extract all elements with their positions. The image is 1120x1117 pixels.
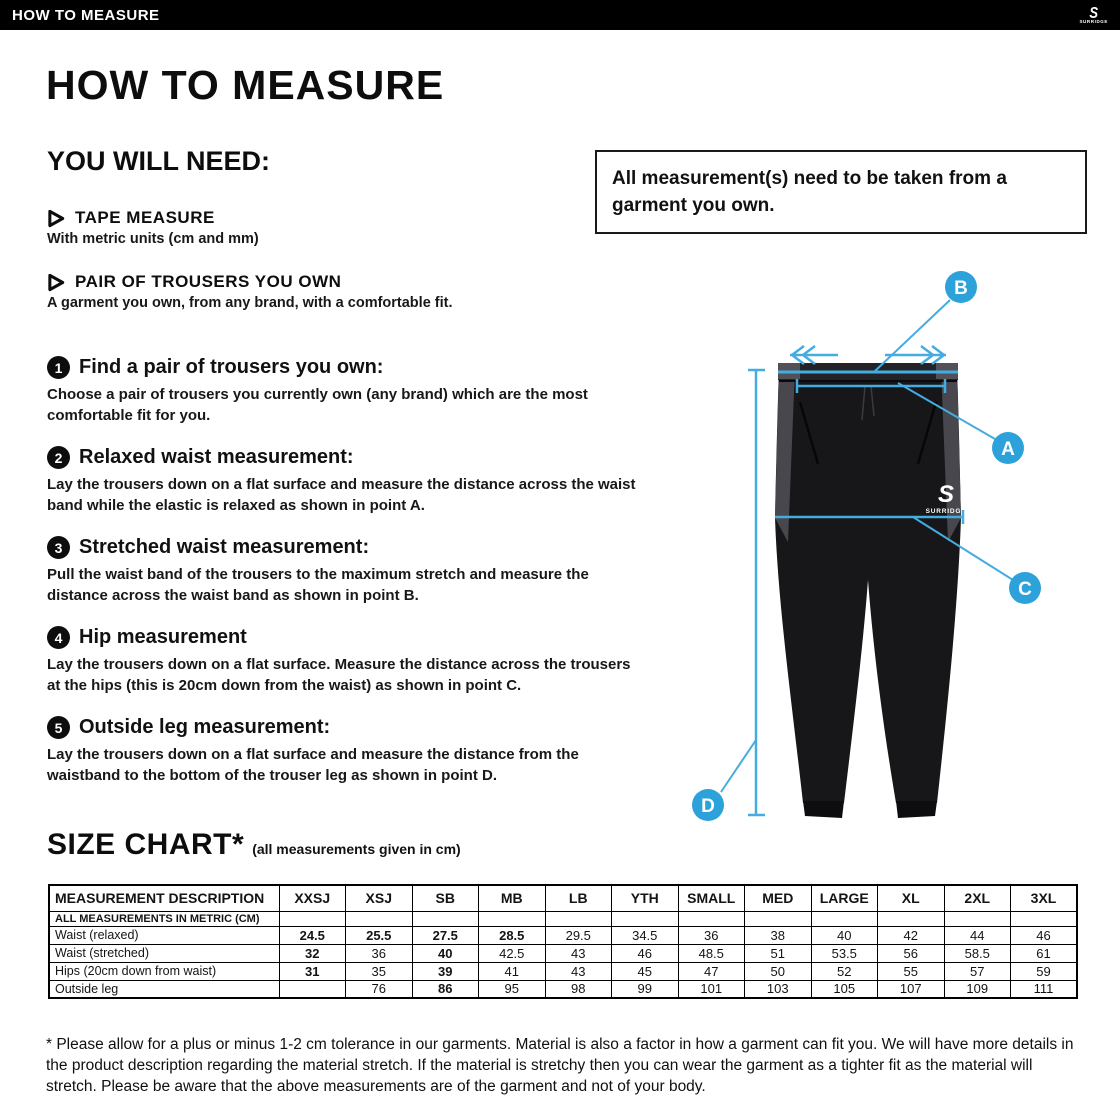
col-header-size: XL — [878, 885, 945, 911]
need-item — [47, 208, 667, 247]
size-value-cell: 43 — [545, 944, 612, 962]
size-value-cell: 103 — [745, 980, 812, 998]
footnote: * Please allow for a plus or minus 1-2 cm tolerance in our garments. Material is also a factor in how a garment can fit you. We will have more details in the product description regarding the material stretch. If the material is stretchy then you can wear the garment as a tighter fit as the material will stretch. Please be aware that the above measurements are of the garment and not of your body. — [46, 1035, 1074, 1095]
size-chart-title: SIZE CHART* — [47, 828, 245, 861]
size-value-cell: 58.5 — [944, 944, 1011, 962]
col-header-size: 3XL — [1011, 885, 1078, 911]
badge-d-label: D — [701, 796, 715, 817]
size-value-cell: 61 — [1011, 944, 1078, 962]
arrow-right-icon — [885, 346, 946, 364]
size-value-cell: 38 — [745, 926, 812, 944]
col-header-size: YTH — [612, 885, 679, 911]
empty-cell — [346, 911, 413, 926]
step-item — [47, 536, 659, 606]
need-item-description: A garment you own, from any brand, with a comfortable fit. — [47, 295, 453, 311]
arrow-left-icon — [790, 346, 838, 364]
col-header-size: 2XL — [944, 885, 1011, 911]
col-header-size: SB — [412, 885, 479, 911]
table-row — [49, 944, 1077, 962]
badge-b-label: B — [954, 278, 968, 299]
step-number-badge: 1 — [47, 356, 70, 379]
size-value-cell — [279, 980, 346, 998]
step-head — [47, 716, 659, 739]
empty-cell — [878, 911, 945, 926]
size-value-cell: 36 — [346, 944, 413, 962]
step-item — [47, 446, 659, 516]
row-label: Waist (relaxed) — [49, 926, 279, 944]
need-item — [47, 272, 667, 311]
note-text: All measurement(s) need to be taken from a garment you own. — [612, 168, 1007, 216]
you-will-need-heading: YOU WILL NEED: — [47, 146, 271, 176]
svg-text:S: S — [937, 481, 955, 508]
left-cuff — [803, 801, 844, 818]
size-value-cell: 32 — [279, 944, 346, 962]
step-title: Hip measurement — [79, 626, 247, 648]
size-value-cell: 36 — [678, 926, 745, 944]
row-label: Waist (stretched) — [49, 944, 279, 962]
col-header-size: LB — [545, 885, 612, 911]
size-value-cell: 50 — [745, 962, 812, 980]
play-arrow-icon — [47, 209, 66, 228]
need-item-name: PAIR OF TROUSERS YOU OWN — [75, 272, 342, 291]
size-value-cell: 55 — [878, 962, 945, 980]
row-label: Hips (20cm down from waist) — [49, 962, 279, 980]
col-header-description: MEASUREMENT DESCRIPTION — [49, 885, 279, 911]
size-chart-subtitle: (all measurements given in cm) — [252, 841, 461, 857]
step-number-badge: 2 — [47, 446, 70, 469]
size-value-cell: 41 — [479, 962, 546, 980]
step-description: Choose a pair of trousers you currently own (any brand) which are the most comfortable fit for you. — [47, 386, 588, 424]
empty-cell — [279, 911, 346, 926]
col-header-size: XSJ — [346, 885, 413, 911]
page-title: HOW TO MEASURE — [46, 62, 445, 108]
empty-cell — [811, 911, 878, 926]
size-value-cell: 27.5 — [412, 926, 479, 944]
empty-cell — [612, 911, 679, 926]
metric-note-row — [49, 911, 1077, 926]
size-value-cell: 76 — [346, 980, 413, 998]
size-value-cell: 28.5 — [479, 926, 546, 944]
table-header-row — [49, 885, 1077, 911]
right-cuff — [896, 801, 937, 818]
size-value-cell: 46 — [1011, 926, 1078, 944]
step-title: Relaxed waist measurement: — [79, 446, 354, 468]
size-value-cell: 46 — [612, 944, 679, 962]
step-head — [47, 446, 659, 469]
empty-cell — [1011, 911, 1078, 926]
size-value-cell: 109 — [944, 980, 1011, 998]
size-value-cell: 52 — [811, 962, 878, 980]
size-value-cell: 44 — [944, 926, 1011, 944]
size-value-cell: 34.5 — [612, 926, 679, 944]
size-value-cell: 25.5 — [346, 926, 413, 944]
empty-cell — [412, 911, 479, 926]
step-description: Lay the trousers down on a flat surface and measure the distance from the waistband to the bottom of the trouser leg as shown in point D. — [47, 746, 579, 784]
steps-list — [47, 356, 659, 806]
surridge-s-icon: S — [1089, 3, 1099, 22]
step-head — [47, 536, 659, 559]
step-item — [47, 716, 659, 786]
step-title: Stretched waist measurement: — [79, 536, 370, 558]
size-value-cell: 86 — [412, 980, 479, 998]
need-item-name: TAPE MEASURE — [75, 208, 215, 227]
size-value-cell: 59 — [1011, 962, 1078, 980]
table-row — [49, 926, 1077, 944]
size-value-cell: 98 — [545, 980, 612, 998]
size-value-cell: 42.5 — [479, 944, 546, 962]
size-value-cell: 42 — [878, 926, 945, 944]
badge-c-label: C — [1018, 579, 1032, 600]
col-header-size: XXSJ — [279, 885, 346, 911]
size-value-cell: 99 — [612, 980, 679, 998]
need-item-head — [47, 208, 667, 228]
empty-cell — [745, 911, 812, 926]
size-value-cell: 45 — [612, 962, 679, 980]
empty-cell — [479, 911, 546, 926]
step-item — [47, 626, 659, 696]
size-value-cell: 31 — [279, 962, 346, 980]
step-head — [47, 626, 659, 649]
you-will-need-list — [47, 208, 667, 336]
size-chart-heading — [47, 828, 461, 862]
size-value-cell: 53.5 — [811, 944, 878, 962]
size-value-cell: 111 — [1011, 980, 1078, 998]
step-item — [47, 356, 659, 426]
surridge-logo — [1079, 3, 1108, 25]
step-description: Lay the trousers down on a flat surface. Measure the distance across the trousers at the hips (this is 20cm down from the waist) as shown in point C. — [47, 656, 631, 694]
surridge-logo-text: SURRIDGE — [1079, 18, 1108, 24]
size-value-cell: 48.5 — [678, 944, 745, 962]
trousers-measurement-diagram — [660, 250, 1080, 850]
size-value-cell: 57 — [944, 962, 1011, 980]
table-row — [49, 962, 1077, 980]
size-value-cell: 107 — [878, 980, 945, 998]
empty-cell — [545, 911, 612, 926]
size-value-cell: 35 — [346, 962, 413, 980]
top-bar — [0, 0, 1120, 30]
size-value-cell: 105 — [811, 980, 878, 998]
step-head — [47, 356, 659, 379]
note-box — [595, 150, 1087, 234]
size-value-cell: 51 — [745, 944, 812, 962]
size-value-cell: 101 — [678, 980, 745, 998]
trousers-illustration — [775, 363, 966, 818]
step-description: Pull the waist band of the trousers to the maximum stretch and measure the distance across the waist band as shown in point B. — [47, 566, 589, 604]
col-header-size: MED — [745, 885, 812, 911]
need-item-description: With metric units (cm and mm) — [47, 231, 259, 247]
badge-a-label: A — [1001, 439, 1015, 460]
step-description: Lay the trousers down on a flat surface and measure the distance across the waist band while the elastic is relaxed as shown in point A. — [47, 476, 636, 514]
step-number-badge: 5 — [47, 716, 70, 739]
step-number-badge: 4 — [47, 626, 70, 649]
play-arrow-icon — [47, 273, 66, 292]
size-value-cell: 40 — [811, 926, 878, 944]
size-value-cell: 29.5 — [545, 926, 612, 944]
col-header-size: SMALL — [678, 885, 745, 911]
empty-cell — [678, 911, 745, 926]
need-item-head — [47, 272, 667, 292]
svg-text:SURRIDGE: SURRIDGE — [925, 508, 967, 515]
top-bar-title: HOW TO MEASURE — [12, 6, 160, 24]
step-number-badge: 3 — [47, 536, 70, 559]
col-header-size: MB — [479, 885, 546, 911]
size-chart-table — [48, 884, 1078, 999]
size-value-cell: 43 — [545, 962, 612, 980]
step-title: Find a pair of trousers you own: — [79, 356, 384, 378]
table-row — [49, 980, 1077, 998]
size-value-cell: 40 — [412, 944, 479, 962]
size-value-cell: 56 — [878, 944, 945, 962]
size-value-cell: 39 — [412, 962, 479, 980]
row-label: Outside leg — [49, 980, 279, 998]
step-title: Outside leg measurement: — [79, 716, 331, 738]
empty-cell — [944, 911, 1011, 926]
size-value-cell: 95 — [479, 980, 546, 998]
size-value-cell: 24.5 — [279, 926, 346, 944]
col-header-size: LARGE — [811, 885, 878, 911]
metric-note-label: ALL MEASUREMENTS IN METRIC (CM) — [49, 911, 279, 926]
size-value-cell: 47 — [678, 962, 745, 980]
